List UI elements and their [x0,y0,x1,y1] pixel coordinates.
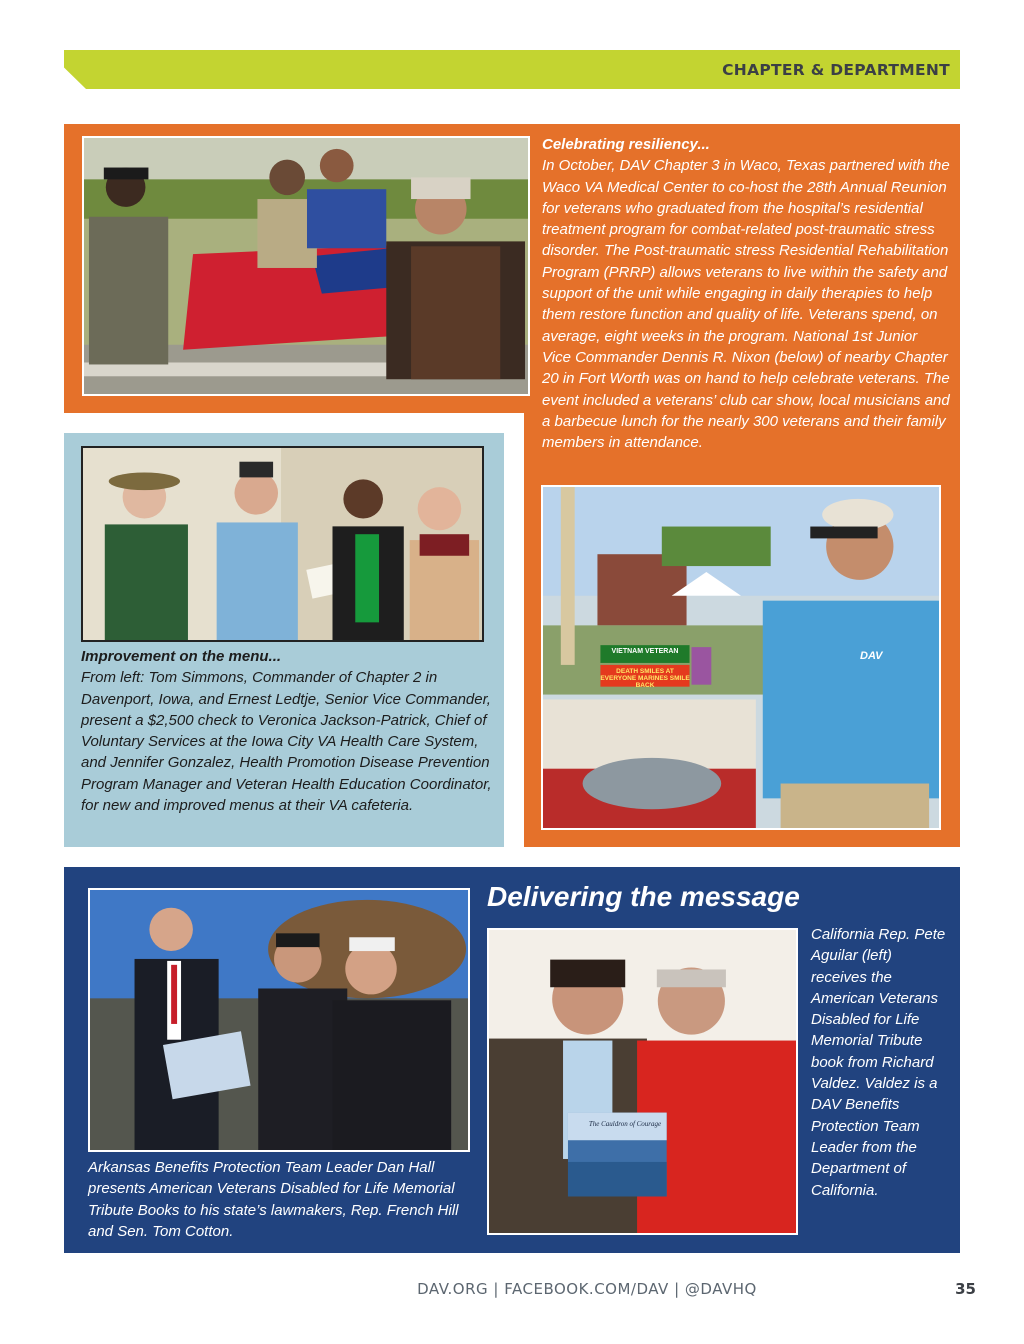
iowa-caption-heading: Improvement on the menu... [81,648,282,665]
california-caption: California Rep. Pete Aguilar (left) receives the American Veterans Disabled for Life Memorial Tribute book from Richard Valdez. Valdez is a DAV Benefits Protection Team Leader from the Department of California. [811,926,946,1199]
photo-check-presentation [81,446,484,642]
shirt-logo: DAV [860,650,883,662]
section-label: CHAPTER & DEPARTMENT [722,61,950,79]
waco-caption [542,134,950,453]
delivering-title: Delivering the message [487,881,800,912]
footer-links: DAV.ORG | FACEBOOK.COM/DAV | @DAVHQ [417,1280,757,1298]
waco-caption-body: In October, DAV Chapter 3 in Waco, Texas partnered with the Waco VA Medical Center to co-host the 28th Annual Reunion for veterans who graduated from the hospital’s residential treatment program for combat-related post-traumatic stress disorder. The Post-traumatic stress Residential Rehabilitation Program (PRRP) allows veterans to live within the safety and support of the unit while engaging in daily therapies to help them restore function and quality of life. Veterans spend, on average, eight weeks in the program. National 1st Junior Vice Commander Dennis R. Nixon (below) of nearby Chapter 20 in Fort Worth was on hand to help celebrate veterans. The event included a veterans’ club car show, local musicians and a barbecue lunch for the nearly 300 veterans and their family members in attendance. [542,157,950,452]
arkansas-caption: Arkansas Benefits Protection Team Leader Dan Hall presents American Veterans Disabled for Life Memorial Tribute Books to his state’s lawmakers, Rep. French Hill and Sen. Tom Cotton. [88,1159,459,1240]
car-sticker-top: VIETNAM VETERAN [611,648,679,655]
iowa-caption [81,646,493,816]
photo-veterans-picnic [82,136,530,396]
book-title: The Cauldron of Courage [588,1120,662,1128]
page-number: 35 [955,1280,976,1298]
photo-arkansas-presentation [88,888,470,1152]
car-sticker-bottom: DEATH SMILES AT EVERYONE MARINES SMILE BACK [600,668,690,689]
iowa-caption-body: From left: Tom Simmons, Commander of Chapter 2 in Davenport, Iowa, and Ernest Ledtje, Senior Vice Commander, present a $2,500 check to Veronica Jackson-Patrick, Chief of Voluntary Services at the Iowa City VA Health Care System, and Jennifer Gonzalez, Health Promotion Disease Prevention Program Manager and Veteran Health Education Coordinator, for new and improved menus at their VA cafeteria. [81,669,492,815]
photo-california-presentation [487,928,798,1235]
waco-caption-heading: Celebrating resiliency... [542,136,710,153]
